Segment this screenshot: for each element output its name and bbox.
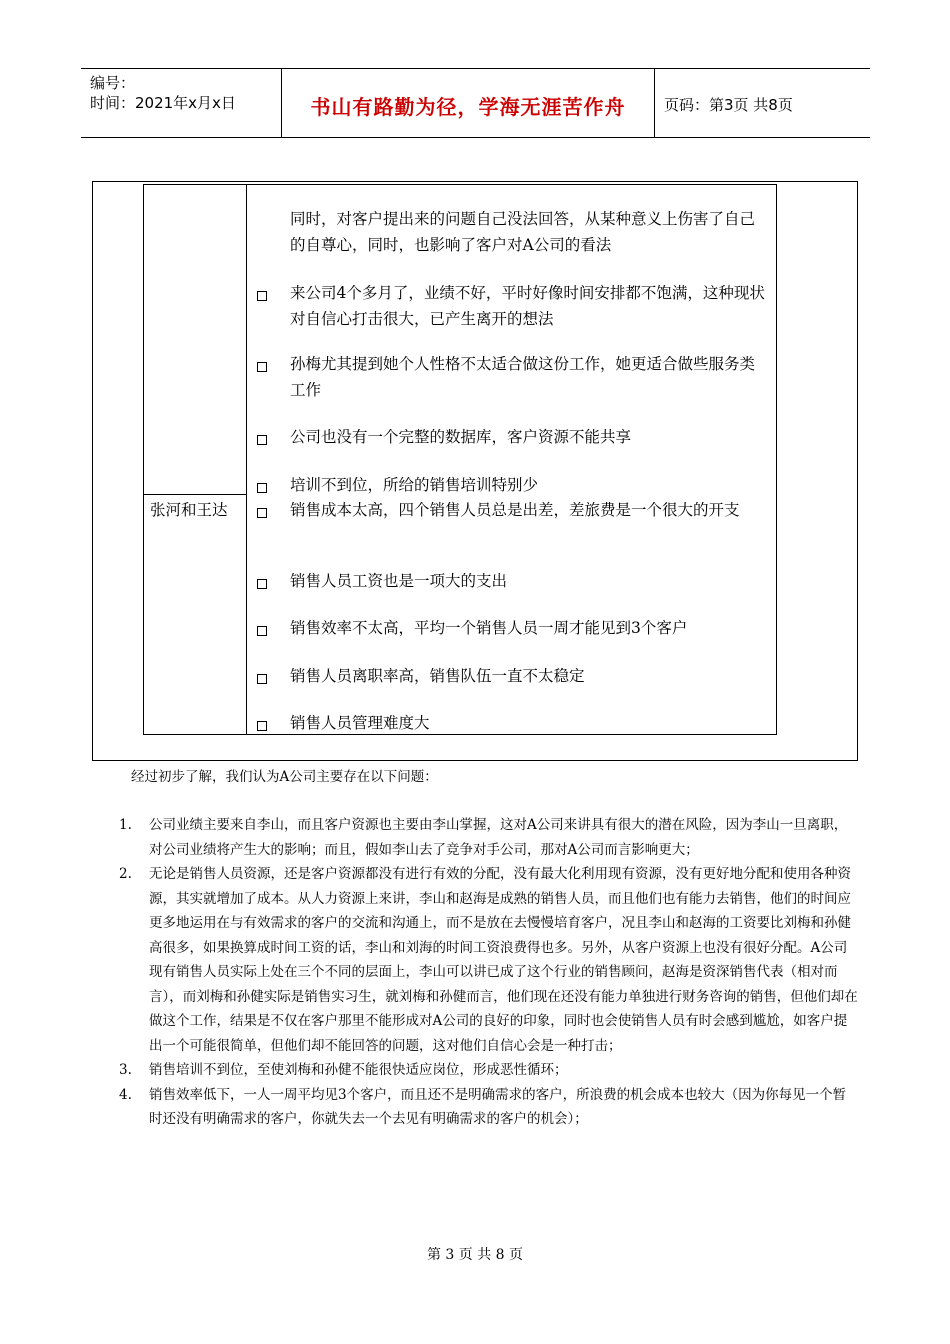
checkbox-bullet-icon — [257, 289, 269, 301]
inner-table-frame — [143, 184, 777, 735]
document-date-label: 时间：2021年x月x日 — [90, 94, 236, 112]
list-item-number: 3. — [119, 1062, 132, 1078]
intro-paragraph: 经过初步了解，我们认为A公司主要存在以下问题： — [131, 769, 438, 785]
table-paragraph: 同时，对客户提出来的问题自己没法回答，从某种意义上伤害了自己的自尊心，同时，也影响了客户对A公司的看法 — [290, 210, 756, 254]
checkbox-bullet-icon — [257, 624, 269, 636]
table-paragraph: 来公司4个多月了，业绩不好，平时好像时间安排都不饱满，这种现状对自信心打击很大，已产生离开的想法 — [290, 284, 765, 328]
list-item — [119, 1083, 859, 1132]
table-paragraph: 孙梅尤其提到她个人性格不太适合做这份工作，她更适合做些服务类工作 — [290, 355, 756, 399]
checkbox-bullet-icon — [257, 481, 269, 493]
list-item — [119, 813, 859, 862]
checkbox-bullet-icon — [257, 672, 269, 684]
checkbox-bullet-icon — [257, 433, 269, 445]
table-paragraph: 销售效率不太高，平均一个销售人员一周才能见到3个客户 — [290, 619, 688, 637]
checkbox-bullet-icon — [257, 577, 269, 589]
table-paragraph: 培训不到位，所给的销售培训特别少 — [290, 476, 539, 494]
list-item — [119, 862, 859, 1058]
header-motto: 书山有路勤为径，学海无涯苦作舟 — [310, 95, 626, 119]
header-meta-cell — [81, 69, 281, 137]
list-item-text: 销售效率低下，一人一周平均见3个客户，而且还不是明确需求的客户，所浪费的机会成本也较大（因为你每见一个暂时还没有明确需求的客户，你就失去一个去见有明确需求的客户的机会）； — [149, 1086, 847, 1127]
checkbox-bullet-icon — [257, 360, 269, 372]
table-paragraph: 销售人员管理难度大 — [290, 714, 430, 732]
list-item-number: 1. — [119, 817, 132, 833]
header-page-number: 页码：第3页 共8页 — [664, 96, 793, 114]
list-item-text: 公司业绩主要来自李山，而且客户资源也主要由李山掌握，这对A公司来讲具有很大的潜在风险，因为李山一旦离职，对公司业绩将产生大的影响；而且，假如李山去了竞争对手公司，那对A公司而言影响更大； — [149, 817, 848, 858]
table-column-divider — [246, 184, 247, 735]
table-row-divider — [143, 494, 246, 495]
table-paragraph: 销售人员离职率高，销售队伍一直不太稳定 — [290, 667, 585, 685]
checkbox-bullet-icon — [257, 506, 269, 518]
document-number-label: 编号： — [90, 74, 136, 92]
checkbox-bullet-icon — [257, 719, 269, 731]
list-item-text: 无论是销售人员资源，还是客户资源都没有进行有效的分配，没有最大化利用现有资源，没有更好地分配和使用各种资源，其实就增加了成本。从人力资源上来讲，李山和赵海是成熟的销售人员，而且他们也有能力去销售，他们的时间应更多地运用在与有效需求的客户的交流和沟通上，而不是放在去慢慢培育客户，况且李山和赵海的工资要比刘梅和孙健高很多，如果换算成时间工资的话，李山和刘海的时间工资浪费得也多。另外，从客户资源上也没有很好分配。A公司现有销售人员实际上处在三个不同的层面上，李山可以讲已成了这个行业的销售顾问，赵海是资深销售代表（相对而言），而刘梅和孙健实际是销售实习生，就刘梅和孙健而言，他们现在还没有能力单独进行财务咨询的销售，但他们却在做这个工作，结果是不仅在客户那里不能形成对A公司的良好的印象，同时也会使销售人员有时会感到尴尬，如客户提出一个可能很简单，但他们却不能回答的问题，这对他们自信心会是一种打击； — [149, 866, 858, 1054]
list-item-number: 4. — [119, 1086, 132, 1103]
table-paragraph: 销售人员工资也是一项大的支出 — [290, 572, 508, 590]
page-header — [81, 68, 870, 138]
list-item-text: 销售培训不到位，至使刘梅和孙健不能很快适应岗位，形成恶性循环； — [149, 1062, 568, 1078]
header-motto-cell — [281, 69, 655, 137]
row-person-label: 张河和王达 — [150, 501, 228, 519]
issues-list — [119, 813, 859, 1132]
table-paragraph: 销售成本太高，四个销售人员总是出差，差旅费是一个很大的开支 — [290, 501, 740, 519]
list-item-number: 2. — [119, 866, 132, 882]
table-paragraph: 公司也没有一个完整的数据库，客户资源不能共享 — [290, 428, 632, 446]
page-footer: 第 3 页 共 8 页 — [426, 1247, 524, 1263]
header-page-cell — [654, 69, 870, 137]
list-item — [119, 1058, 859, 1083]
